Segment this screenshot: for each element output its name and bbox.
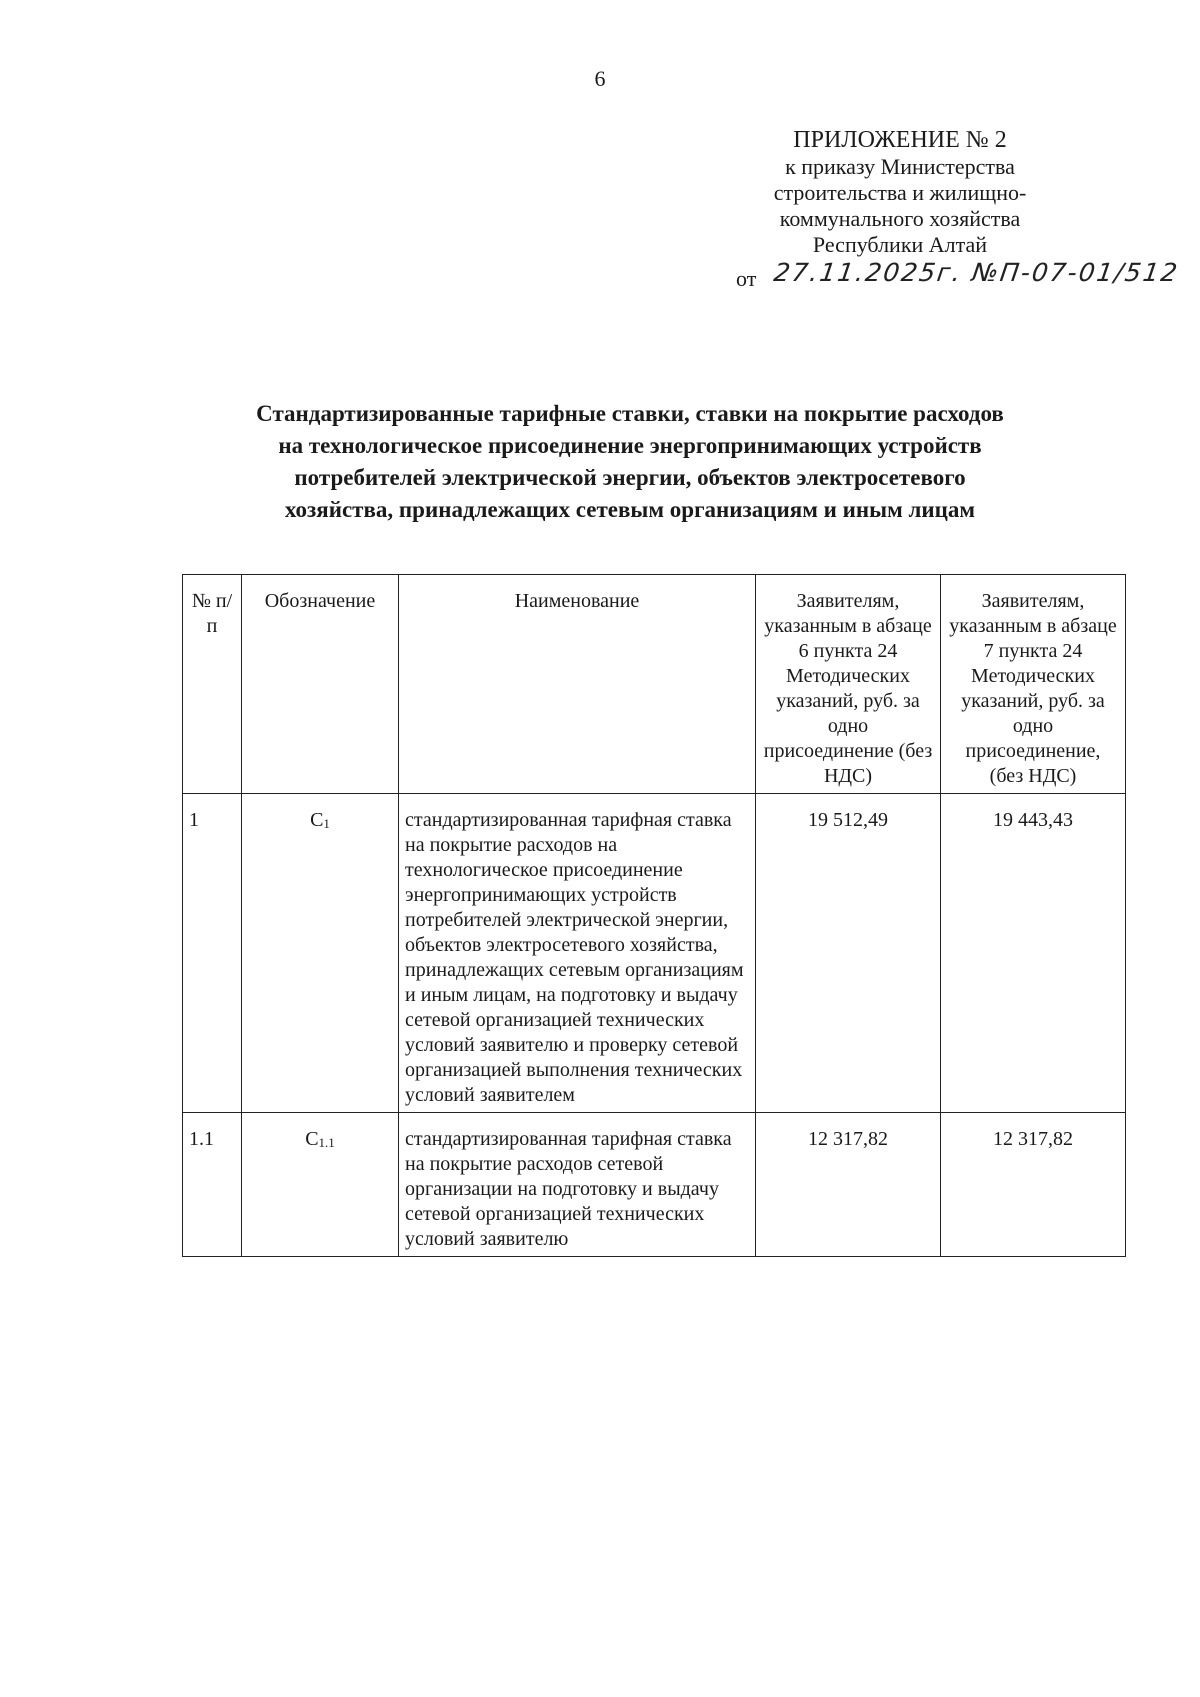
row-num: 1.1 — [183, 1113, 242, 1257]
header-paragraph-7: Заявителям, указанным в абзаце 7 пункта 24 Методических указаний, руб. за одно присоединение, (без НДС) — [941, 575, 1126, 794]
table-row — [183, 1113, 1126, 1257]
symbol-subscript: 1 — [323, 816, 330, 831]
document-title-line-1: Стандартизированные тарифные ставки, ставки на покрытие расходов — [256, 401, 1004, 426]
row-value-paragraph-7: 19 443,43 — [941, 794, 1126, 1113]
header-paragraph-6: Заявителям, указанным в абзаце 6 пункта 24 Методических указаний, руб. за одно присоединение (без НДС) — [756, 575, 941, 794]
row-value-paragraph-6: 19 512,49 — [756, 794, 941, 1113]
document-title-line-2: на технологическое присоединение энергопринимающих устройств — [278, 433, 982, 458]
row-designation — [242, 1113, 399, 1257]
row-name: стандартизированная тарифная ставка на покрытие расходов сетевой организации на подготовку и выдачу сетевой организацией технических условий заявителю — [399, 1113, 756, 1257]
date-prefix: от — [736, 266, 757, 291]
symbol-letter: C — [305, 1128, 319, 1150]
annex-line-4: Республики Алтай — [812, 232, 988, 257]
header-name: Наименование — [399, 575, 756, 794]
symbol-subscript: 1.1 — [318, 1135, 335, 1150]
annex-line-1: к приказу Министерства — [785, 154, 1015, 179]
document-title-line-4: хозяйства, принадлежащих сетевым организациям и иным лицам — [284, 497, 976, 522]
annex-line-3: коммунального хозяйства — [779, 206, 1021, 231]
header-designation: Обозначение — [242, 575, 399, 794]
annex-block — [730, 126, 1181, 294]
table-header-row — [183, 575, 1126, 794]
annex-line-2: строительства и жилищно- — [773, 180, 1027, 205]
row-name: стандартизированная тарифная ставка на покрытие расходов на технологическое присоединение энергопринимающих устройств потребителей электрической энергии, объектов электросетевого хозяйства, принадлежащих сетевым организациям и иным лицам, на подготовку и выдачу сетевой организацией технических условий заявителю и проверку сетевой организацией выполнения технических условий заявителем — [399, 794, 756, 1113]
symbol-letter: C — [310, 809, 324, 831]
row-num: 1 — [183, 794, 242, 1113]
order-date-line — [730, 258, 1181, 294]
tariff-rates-table — [182, 574, 1126, 1257]
annex-title: ПРИЛОЖЕНИЕ № 2 — [793, 127, 1007, 153]
handwritten-date-number: 27.11.2025г. №П-07-01/512 — [772, 258, 1181, 287]
document-title — [180, 398, 1080, 526]
row-value-paragraph-7: 12 317,82 — [941, 1113, 1126, 1257]
row-value-paragraph-6: 12 317,82 — [756, 1113, 941, 1257]
table-row — [183, 794, 1126, 1113]
header-num: № п/п — [183, 575, 242, 794]
document-title-line-3: потребителей электрической энергии, объектов электросетевого — [294, 465, 966, 490]
row-designation — [242, 794, 399, 1113]
page-number: 6 — [594, 66, 606, 91]
